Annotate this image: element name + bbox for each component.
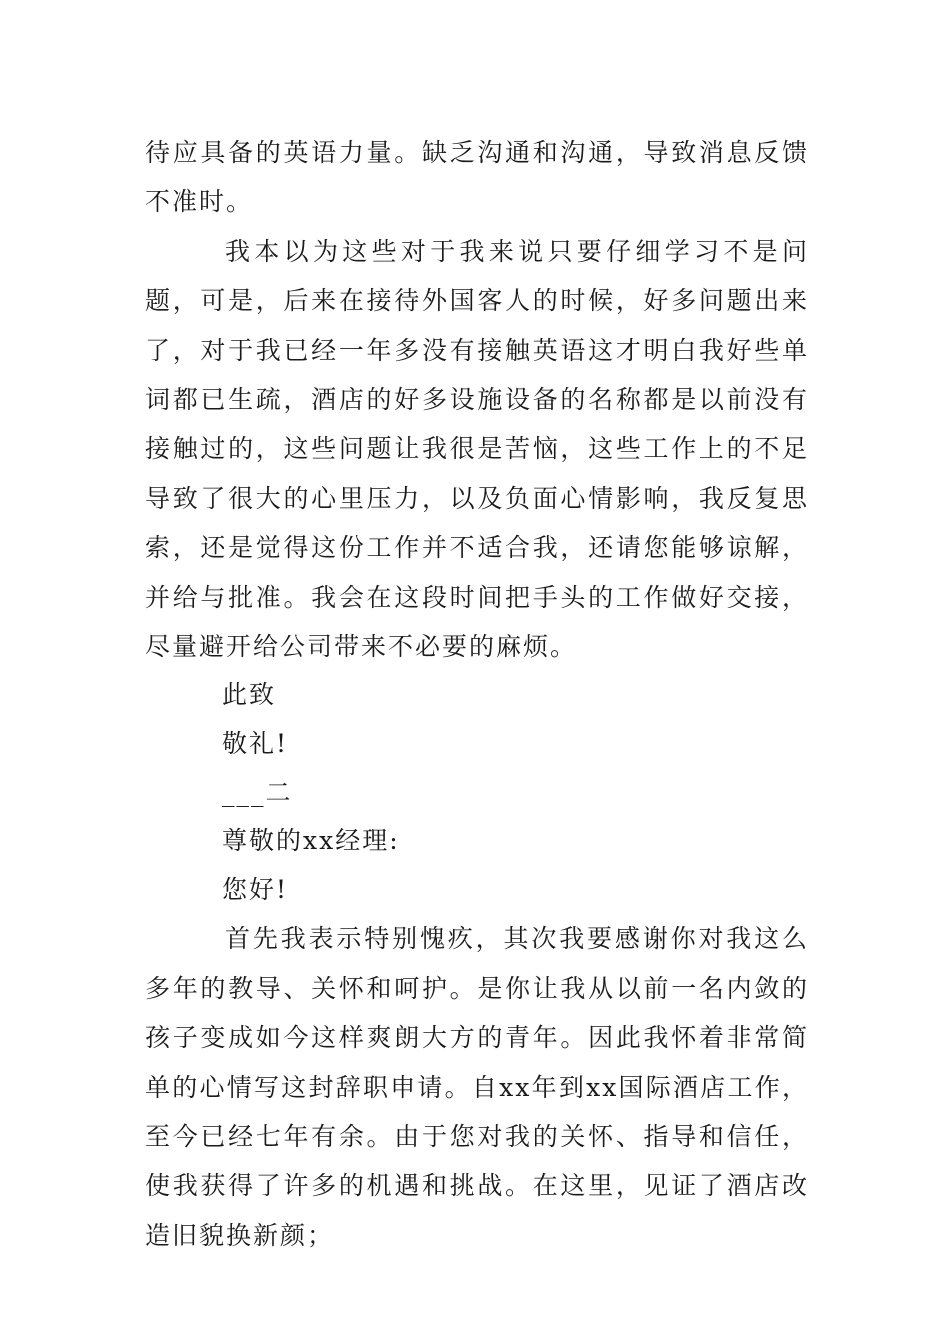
greeting: 您好!	[222, 874, 289, 904]
closing-cizhi: 此致	[222, 680, 277, 710]
paragraph-difficulties: 我本以为这些对于我来说只要仔细学习不是问题，可是，后来在接待外国客人的时候，好多问题出来了，对于我已经一年多没有接触英语这才明白我好些单词都已生疏，酒店的好多设施设备的名称都是以前没有接触过的，这些问题让我很是苦恼，这些工作上的不足导致了很大的心里压力，以及负面心情影响，我反复思索，还是觉得这份工作并不适合我，还请您能够谅解，并给与批准。我会在这段时间把手头的工作做好交接，尽量避开给公司带来不必要的麻烦。	[145, 236, 809, 662]
paragraph-continued: 待应具备的英语力量。缺乏沟通和沟通，导致消息反馈不准时。	[145, 138, 809, 217]
paragraph-gratitude: 首先我表示特别愧疚，其次我要感谢你对我这么多年的教导、关怀和呵护。是你让我从以前一名内敛的孩子变成如今这样爽朗大方的青年。因此我怀着非常简单的心情写这封辞职申请。自xx年到xx国际酒店工作，至今已经七年有余。由于您对我的关怀、指导和信任，使我获得了许多的机遇和挑战。在这里，见证了酒店改造旧貌换新颜；	[145, 924, 809, 1250]
section-marker: ___二	[222, 777, 293, 807]
document-page	[145, 128, 809, 1260]
closing-jingli: 敬礼!	[222, 729, 289, 759]
salutation: 尊敬的xx经理:	[222, 826, 400, 856]
